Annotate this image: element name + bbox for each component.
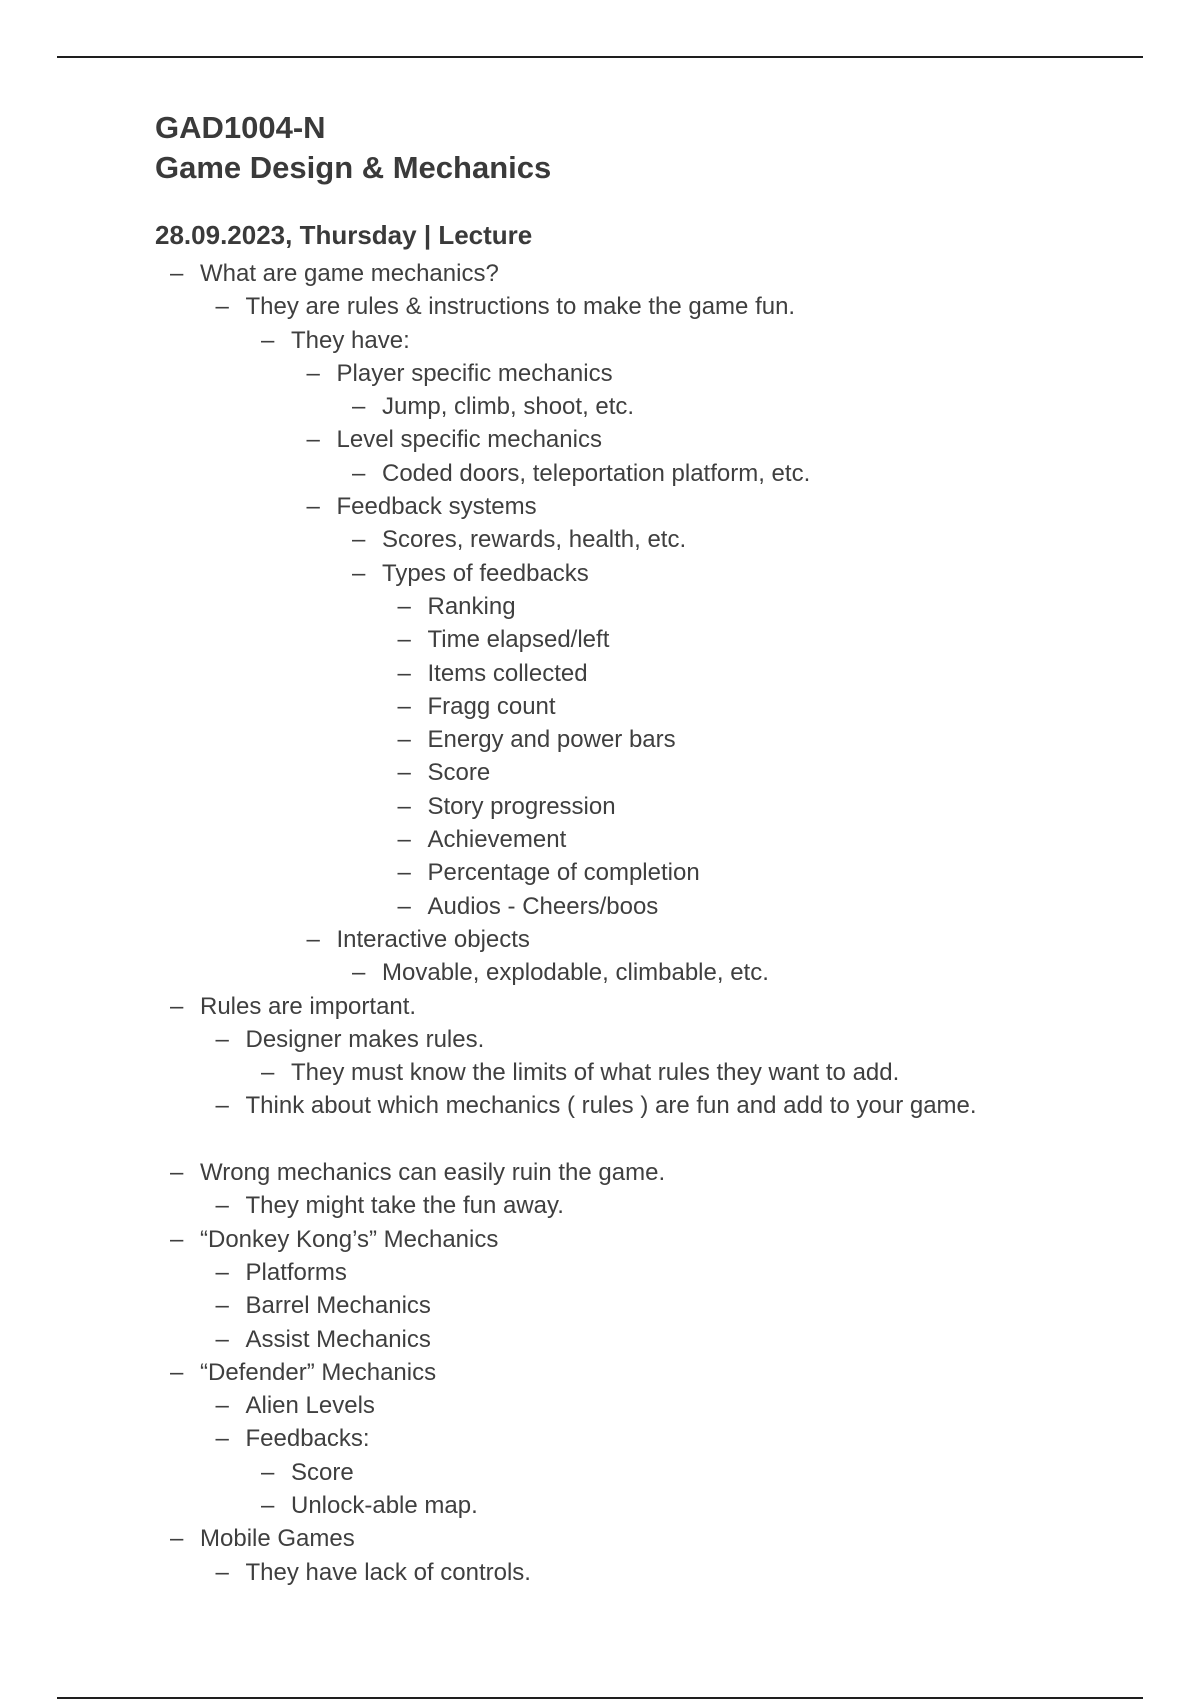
top-divider	[57, 56, 1143, 58]
outline-item-text: Score	[291, 1458, 354, 1486]
outline-item-text: Rules are important.	[200, 992, 417, 1020]
course-name-title: Game Design & Mechanics	[155, 150, 552, 185]
bullet-dash: –	[215, 1392, 229, 1420]
bullet-dash: –	[170, 1358, 184, 1386]
bullet-dash: –	[397, 659, 411, 687]
bullet-dash: –	[397, 892, 411, 920]
bullet-dash: –	[352, 526, 366, 554]
outline-item-level-1	[0, 1189, 1200, 1222]
outline-item-level-3	[0, 923, 1200, 956]
bullet-dash: –	[397, 726, 411, 754]
outline-item-text: Unlock-able map.	[291, 1491, 478, 1519]
outline-item-text: Alien Levels	[245, 1392, 375, 1420]
bullet-dash: –	[306, 426, 320, 454]
bullet-dash: –	[306, 925, 320, 953]
outline-item-level-1	[0, 1256, 1200, 1289]
outline-item-level-1	[0, 1422, 1200, 1455]
outline-item-text: Player specific mechanics	[336, 359, 613, 387]
outline-item-text: Feedback systems	[336, 493, 537, 521]
bullet-dash: –	[352, 393, 366, 421]
outline-item-level-1	[0, 1323, 1200, 1356]
outline-item-text: Mobile Games	[200, 1525, 355, 1553]
bullet-dash: –	[215, 1558, 229, 1586]
bullet-dash: –	[397, 626, 411, 654]
outline-item-text: Types of feedbacks	[382, 559, 589, 587]
bullet-dash: –	[261, 1458, 275, 1486]
outline-item-level-2	[0, 1456, 1200, 1489]
outline-item-text: Energy and power bars	[427, 726, 676, 754]
outline-item-text: Movable, explodable, climbable, etc.	[382, 959, 769, 987]
outline-item-level-1	[0, 1089, 1200, 1156]
outline-item-text: “Donkey Kong’s” Mechanics	[200, 1225, 499, 1253]
outline-item-level-0	[0, 990, 1200, 1023]
outline-item-level-5	[0, 890, 1200, 923]
outline-item-level-4	[0, 557, 1200, 590]
outline-item-text: Fragg count	[427, 692, 556, 720]
outline-item-text: Assist Mechanics	[245, 1325, 431, 1353]
outline-item-text: They must know the limits of what rules they want to add.	[291, 1059, 900, 1087]
outline-item-level-5	[0, 723, 1200, 756]
outline-item-text: Story progression	[427, 792, 616, 820]
outline-item-level-1	[0, 1556, 1200, 1589]
bullet-dash: –	[352, 559, 366, 587]
bullet-dash: –	[215, 1025, 229, 1053]
outline-item-level-4	[0, 457, 1200, 490]
outline-item-level-5	[0, 756, 1200, 789]
bullet-dash: –	[170, 1159, 184, 1187]
outline-item-level-0	[0, 1223, 1200, 1256]
bullet-dash: –	[215, 1092, 229, 1120]
bullet-dash: –	[170, 1525, 184, 1553]
bullet-dash: –	[215, 1292, 229, 1320]
bullet-dash: –	[215, 1425, 229, 1453]
outline-item-level-1	[0, 290, 1200, 323]
outline-item-text: Achievement	[427, 826, 567, 854]
outline-item-level-5	[0, 623, 1200, 656]
outline-item-level-3	[0, 490, 1200, 523]
outline-item-level-3	[0, 357, 1200, 390]
outline-item-text: Audios - Cheers/boos	[427, 892, 659, 920]
outline-item-level-5	[0, 823, 1200, 856]
outline-item-text: Coded doors, teleportation platform, etc.	[382, 459, 811, 487]
outline-item-level-1	[0, 1289, 1200, 1322]
lecture-date-heading: 28.09.2023, Thursday | Lecture	[155, 220, 533, 250]
outline-item-text: What are game mechanics?	[200, 260, 499, 287]
bottom-divider	[57, 1697, 1143, 1699]
bullet-dash: –	[215, 1325, 229, 1353]
outline-item-level-5	[0, 657, 1200, 690]
outline-item-level-5	[0, 590, 1200, 623]
outline-item-text: They are rules & instructions to make the game fun.	[245, 293, 796, 321]
outline-item-level-1	[0, 1389, 1200, 1422]
bullet-dash: –	[397, 592, 411, 620]
bullet-dash: –	[170, 992, 184, 1020]
outline-item-text: Wrong mechanics can easily ruin the game.	[200, 1159, 666, 1187]
outline-item-text: Scores, rewards, health, etc.	[382, 526, 687, 554]
outline-item-text: They have:	[291, 326, 410, 354]
bullet-dash: –	[397, 692, 411, 720]
outline-item-text: Barrel Mechanics	[245, 1292, 431, 1320]
bullet-dash: –	[352, 459, 366, 487]
outline-item-text: Level specific mechanics	[336, 426, 602, 454]
outline-item-level-3	[0, 423, 1200, 456]
bullet-dash: –	[306, 359, 320, 387]
bullet-dash: –	[261, 326, 275, 354]
bullet-dash: –	[170, 260, 184, 287]
bullet-dash: –	[397, 859, 411, 887]
outline-item-text: Think about which mechanics ( rules ) are fun and add to your game.	[245, 1092, 977, 1120]
bullet-dash: –	[215, 1192, 229, 1220]
bullet-dash: –	[215, 293, 229, 321]
notes-outline	[0, 257, 1200, 1589]
outline-item-level-0	[0, 257, 1200, 290]
outline-item-level-4	[0, 390, 1200, 423]
outline-item-level-4	[0, 523, 1200, 556]
bullet-dash: –	[397, 826, 411, 854]
course-code-title: GAD1004-N	[155, 110, 326, 145]
outline-item-text: Items collected	[427, 659, 588, 687]
outline-item-level-5	[0, 790, 1200, 823]
outline-item-text: “Defender” Mechanics	[200, 1358, 437, 1386]
bullet-dash: –	[261, 1059, 275, 1087]
outline-item-text: Interactive objects	[336, 925, 530, 953]
outline-item-level-0	[0, 1356, 1200, 1389]
outline-item-text: Time elapsed/left	[427, 626, 610, 654]
outline-item-level-1	[0, 1023, 1200, 1056]
outline-item-text: Jump, climb, shoot, etc.	[382, 393, 635, 421]
outline-item-level-5	[0, 856, 1200, 889]
outline-item-level-2	[0, 324, 1200, 357]
outline-item-level-0	[0, 1156, 1200, 1189]
bullet-dash: –	[170, 1225, 184, 1253]
outline-item-text: Score	[427, 759, 491, 787]
outline-item-text: They might take the fun away.	[245, 1192, 564, 1220]
bullet-dash: –	[397, 759, 411, 787]
outline-item-level-5	[0, 690, 1200, 723]
bullet-dash: –	[261, 1491, 275, 1519]
bullet-dash: –	[215, 1258, 229, 1286]
outline-item-level-2	[0, 1489, 1200, 1522]
bullet-dash: –	[352, 959, 366, 987]
bullet-dash: –	[397, 792, 411, 820]
outline-item-text: Platforms	[245, 1258, 347, 1286]
outline-item-text: Designer makes rules.	[245, 1025, 485, 1053]
outline-item-text: Feedbacks:	[245, 1425, 370, 1453]
outline-item-level-2	[0, 1056, 1200, 1089]
outline-item-level-4	[0, 956, 1200, 989]
outline-item-text: Percentage of completion	[427, 859, 700, 887]
outline-item-text: Ranking	[427, 592, 516, 620]
bullet-dash: –	[306, 493, 320, 521]
outline-item-text: They have lack of controls.	[245, 1558, 531, 1586]
outline-item-level-0	[0, 1522, 1200, 1555]
